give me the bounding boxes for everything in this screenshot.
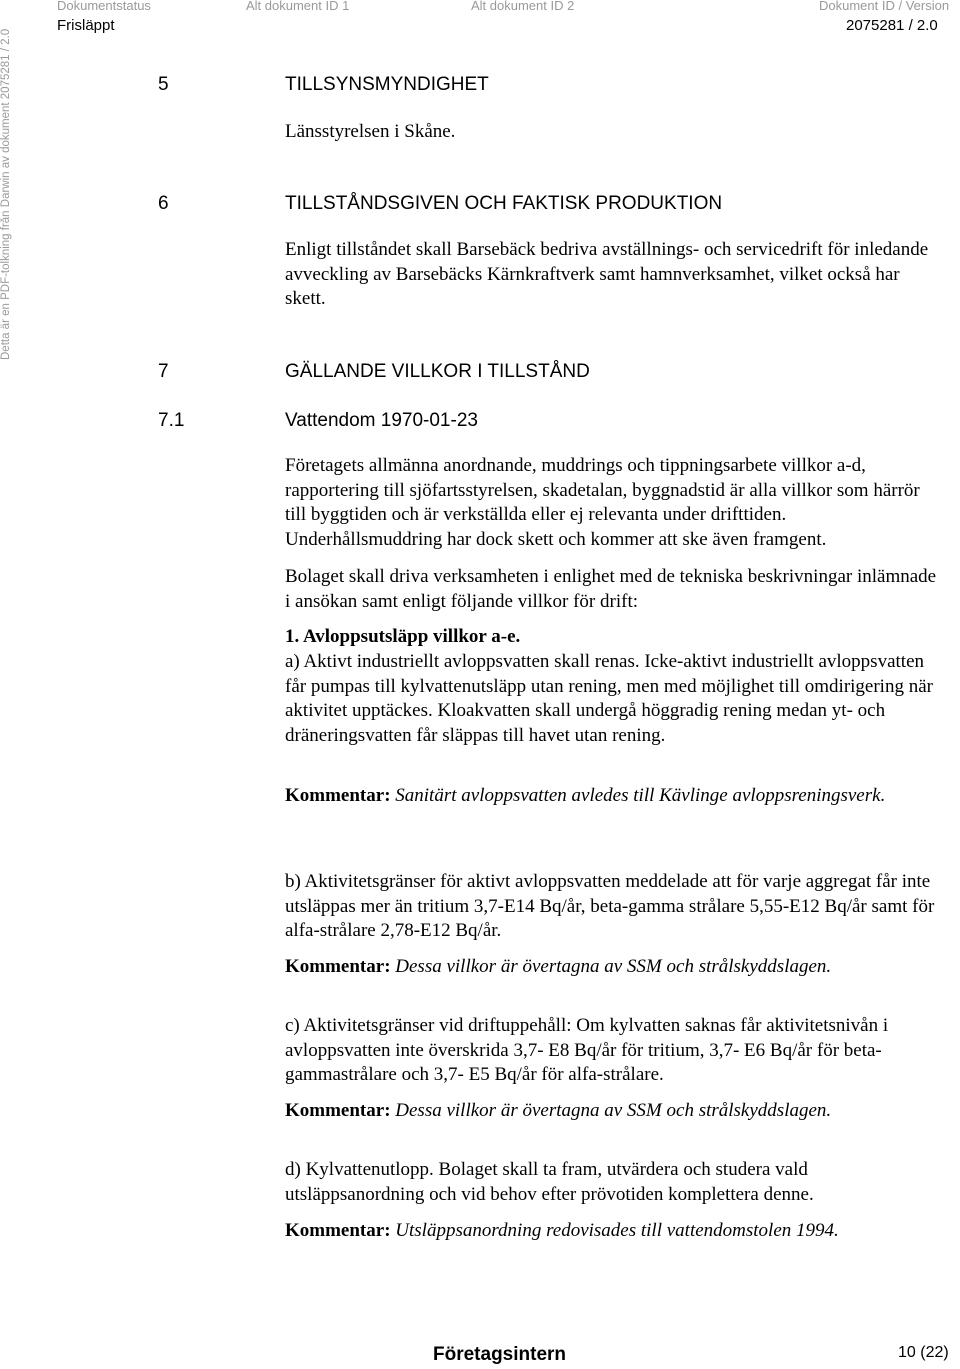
section-title: GÄLLANDE VILLKOR I TILLSTÅND — [285, 361, 590, 382]
condition-c-text: c) Aktivitetsgränser vid driftuppehåll: Om kylvatten saknas får aktivitetsnivån i avloppsvatten inte överskrida 3,7- E8 Bq/år för tritium, 3,7- E6 Bq/år för beta-gammastrålare och 3,7- E5 Bq/år för alfa-strålare. — [285, 1015, 889, 1085]
section-title: TILLSTÅNDSGIVEN OCH FAKTISK PRODUKTION — [285, 193, 723, 214]
comment-label: Kommentar: — [285, 956, 391, 977]
comment-c — [285, 1099, 945, 1124]
section-number: 6 — [158, 193, 169, 214]
section-title: TILLSYNSMYNDIGHET — [285, 74, 489, 95]
header-alt-id-1-label: Alt dokument ID 1 — [246, 0, 350, 13]
condition-b-text: b) Aktivitetsgränser för aktivt avloppsvatten meddelade att för varje aggregat får inte utsläppas mer än tritium 3,7-E14 Bq/år, beta-gamma strålare 5,55-E12 Bq/år samt för alfa-strålare 2,78-E12 Bq/år. — [285, 871, 935, 941]
comment-text: Sanitärt avloppsvatten avledes till Kävlinge avloppsreningsverk. — [390, 785, 886, 806]
section-number: 7.1 — [158, 410, 185, 431]
section-5-text: Länsstyrelsen i Skåne. — [285, 121, 456, 142]
comment-label: Kommentar: — [285, 1220, 391, 1241]
side-note: Detta är en PDF-tolkning från Darwin av dokument 2075281 / 2.0 — [0, 28, 12, 360]
section-title: Vattendom 1970-01-23 — [285, 410, 478, 431]
comment-label: Kommentar: — [285, 785, 391, 806]
header-alt-id-2-label: Alt dokument ID 2 — [471, 0, 575, 13]
comment-b — [285, 955, 945, 980]
comment-a — [285, 784, 945, 809]
comment-text: Dessa villkor är övertagna av SSM och strålskyddslagen. — [390, 1100, 832, 1121]
header-status-label: Dokumentstatus — [57, 0, 151, 13]
condition-d-text: d) Kylvattenutlopp. Bolaget skall ta fram, utvärdera och studera vald utsläppsanordning och vid behov efter prövotiden komplettera denne. — [285, 1159, 814, 1205]
section-number: 5 — [158, 74, 169, 95]
paragraph-operation: Bolaget skall driva verksamheten i enlighet med de tekniska beskrivningar inlämnade i ansökan samt enligt följande villkor för drift: — [285, 566, 937, 612]
section-6-text: Enligt tillståndet skall Barsebäck bedriva avställnings- och servicedrift för inledande avveckling av Barsebäcks Kärnkraftverk samt hamnverksamhet, vilket också har skett. — [285, 239, 929, 309]
footer-page-number: 10 (22) — [898, 1344, 949, 1361]
header-id-version-label: Dokument ID / Version — [819, 0, 950, 13]
header-status-value: Frisläppt — [57, 17, 115, 34]
paragraph-general: Företagets allmänna anordnande, muddrings och tippningsarbete villkor a-d, rapportering till sjöfartsstyrelsen, skadetalan, byggnadstid är alla villkor som härrör till byggtiden och är verkställda eller ej relevanta under drifttiden. Underhållsmuddring har dock skett och kommer att ske även framgent. — [285, 455, 920, 550]
comment-text: Dessa villkor är övertagna av SSM och strålskyddslagen. — [390, 956, 832, 977]
comment-d — [285, 1219, 945, 1244]
header-id-version-value: 2075281 / 2.0 — [846, 17, 938, 34]
comment-label: Kommentar: — [285, 1100, 391, 1121]
comment-text: Utsläppsanordning redovisades till vattendomstolen 1994. — [390, 1220, 839, 1241]
condition-a-text: a) Aktivt industriellt avloppsvatten skall renas. Icke-aktivt industriellt avloppsvatten får pumpas till kylvattenutsläpp utan rening, men med möjlighet till omdirigering när aktivitet upptäckes. Kloakvatten skall undergå höggradig rening medan yt- och dräneringsvatten får släppas till havet utan rening. — [285, 651, 933, 746]
section-number: 7 — [158, 361, 169, 382]
footer-classification: Företagsintern — [433, 1344, 567, 1365]
condition-1-heading: 1. Avloppsutsläpp villkor a-e. — [285, 626, 521, 647]
